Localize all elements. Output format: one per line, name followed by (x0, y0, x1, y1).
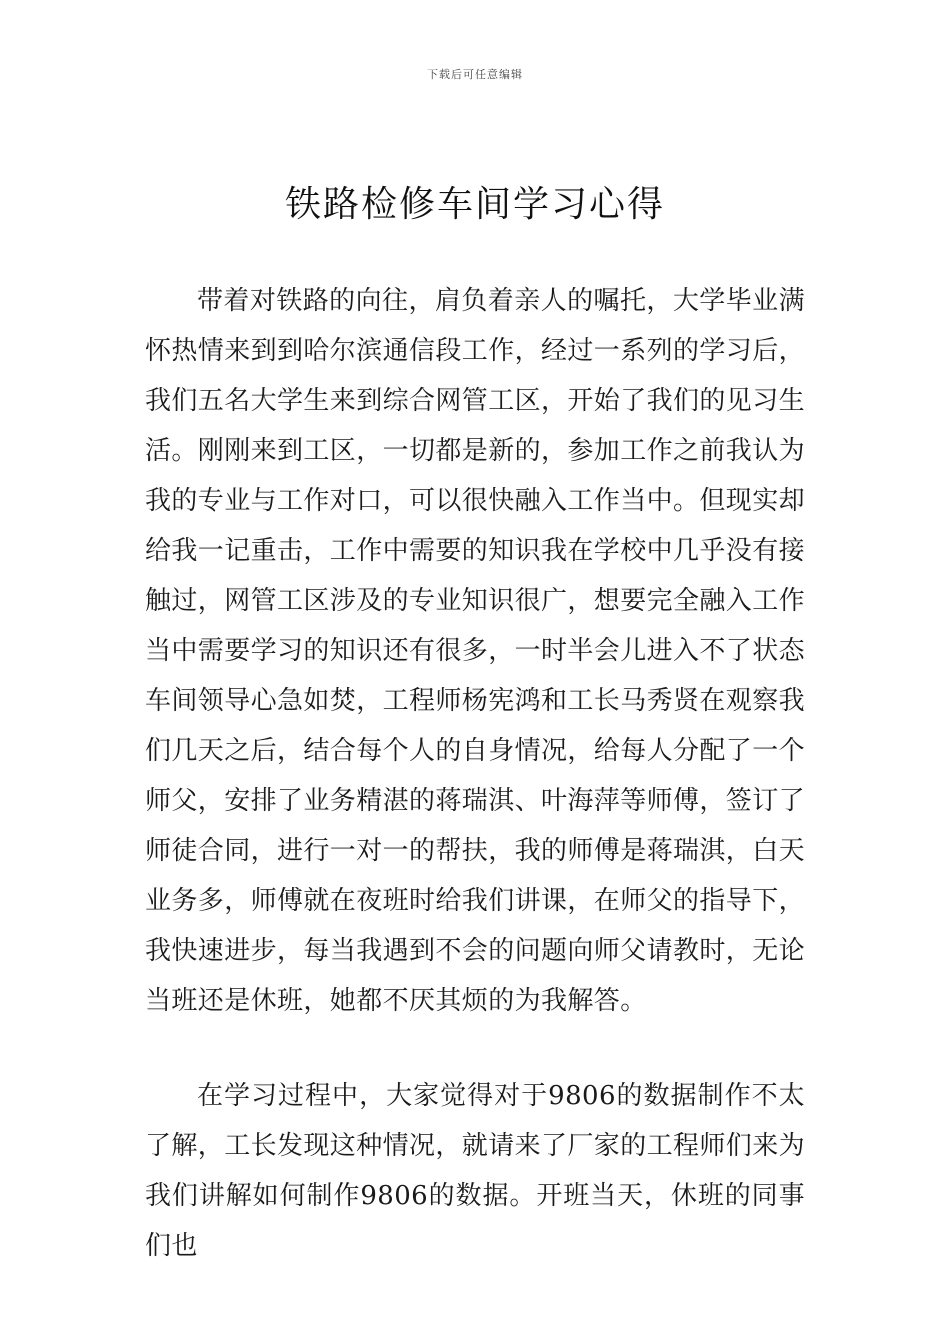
document-title: 铁路检修车间学习心得 (284, 184, 665, 225)
paragraph-1: 带着对铁路的向往，肩负着亲人的嘱托，大学毕业满怀热情来到到哈尔滨通信段工作，经过一系列的学习后，我们五名大学生来到综合网管工区，开始了我们的见习生活。刚刚来到工区，一切都是新的，参加工作之前我认为我的专业与工作对口，可以很快融入工作当中。但现实却给我一记重击，工作中需要的知识我在学校中几乎没有接触过，网管工区涉及的专业知识很广，想要完全融入工作当中需要学习的知识还有很多，一时半会儿进入不了状态车间领导心急如焚，工程师杨宪鸿和工长马秀贤在观察我们几天之后，结合每个人的自身情况，给每人分配了一个师父，安排了业务精湛的蒋瑞淇、叶海萍等师傅，签订了师徒合同，进行一对一的帮扶，我的师傅是蒋瑞淇，白天业务多，师傅就在夜班时给我们讲课，在师父的指导下，我快速进步，每当我遇到不会的问题向师父请教时，无论当班还是休班，她都不厌其烦的为我解答。 (145, 286, 806, 1016)
paragraph-2: 在学习过程中，大家觉得对于9806的数据制作不太了解，工长发现这种情况，就请来了厂家的工程师们来为我们讲解如何制作9806的数据。开班当天，休班的同事们也 (145, 1081, 806, 1261)
header-note: 下载后可任意编辑 (427, 68, 523, 81)
